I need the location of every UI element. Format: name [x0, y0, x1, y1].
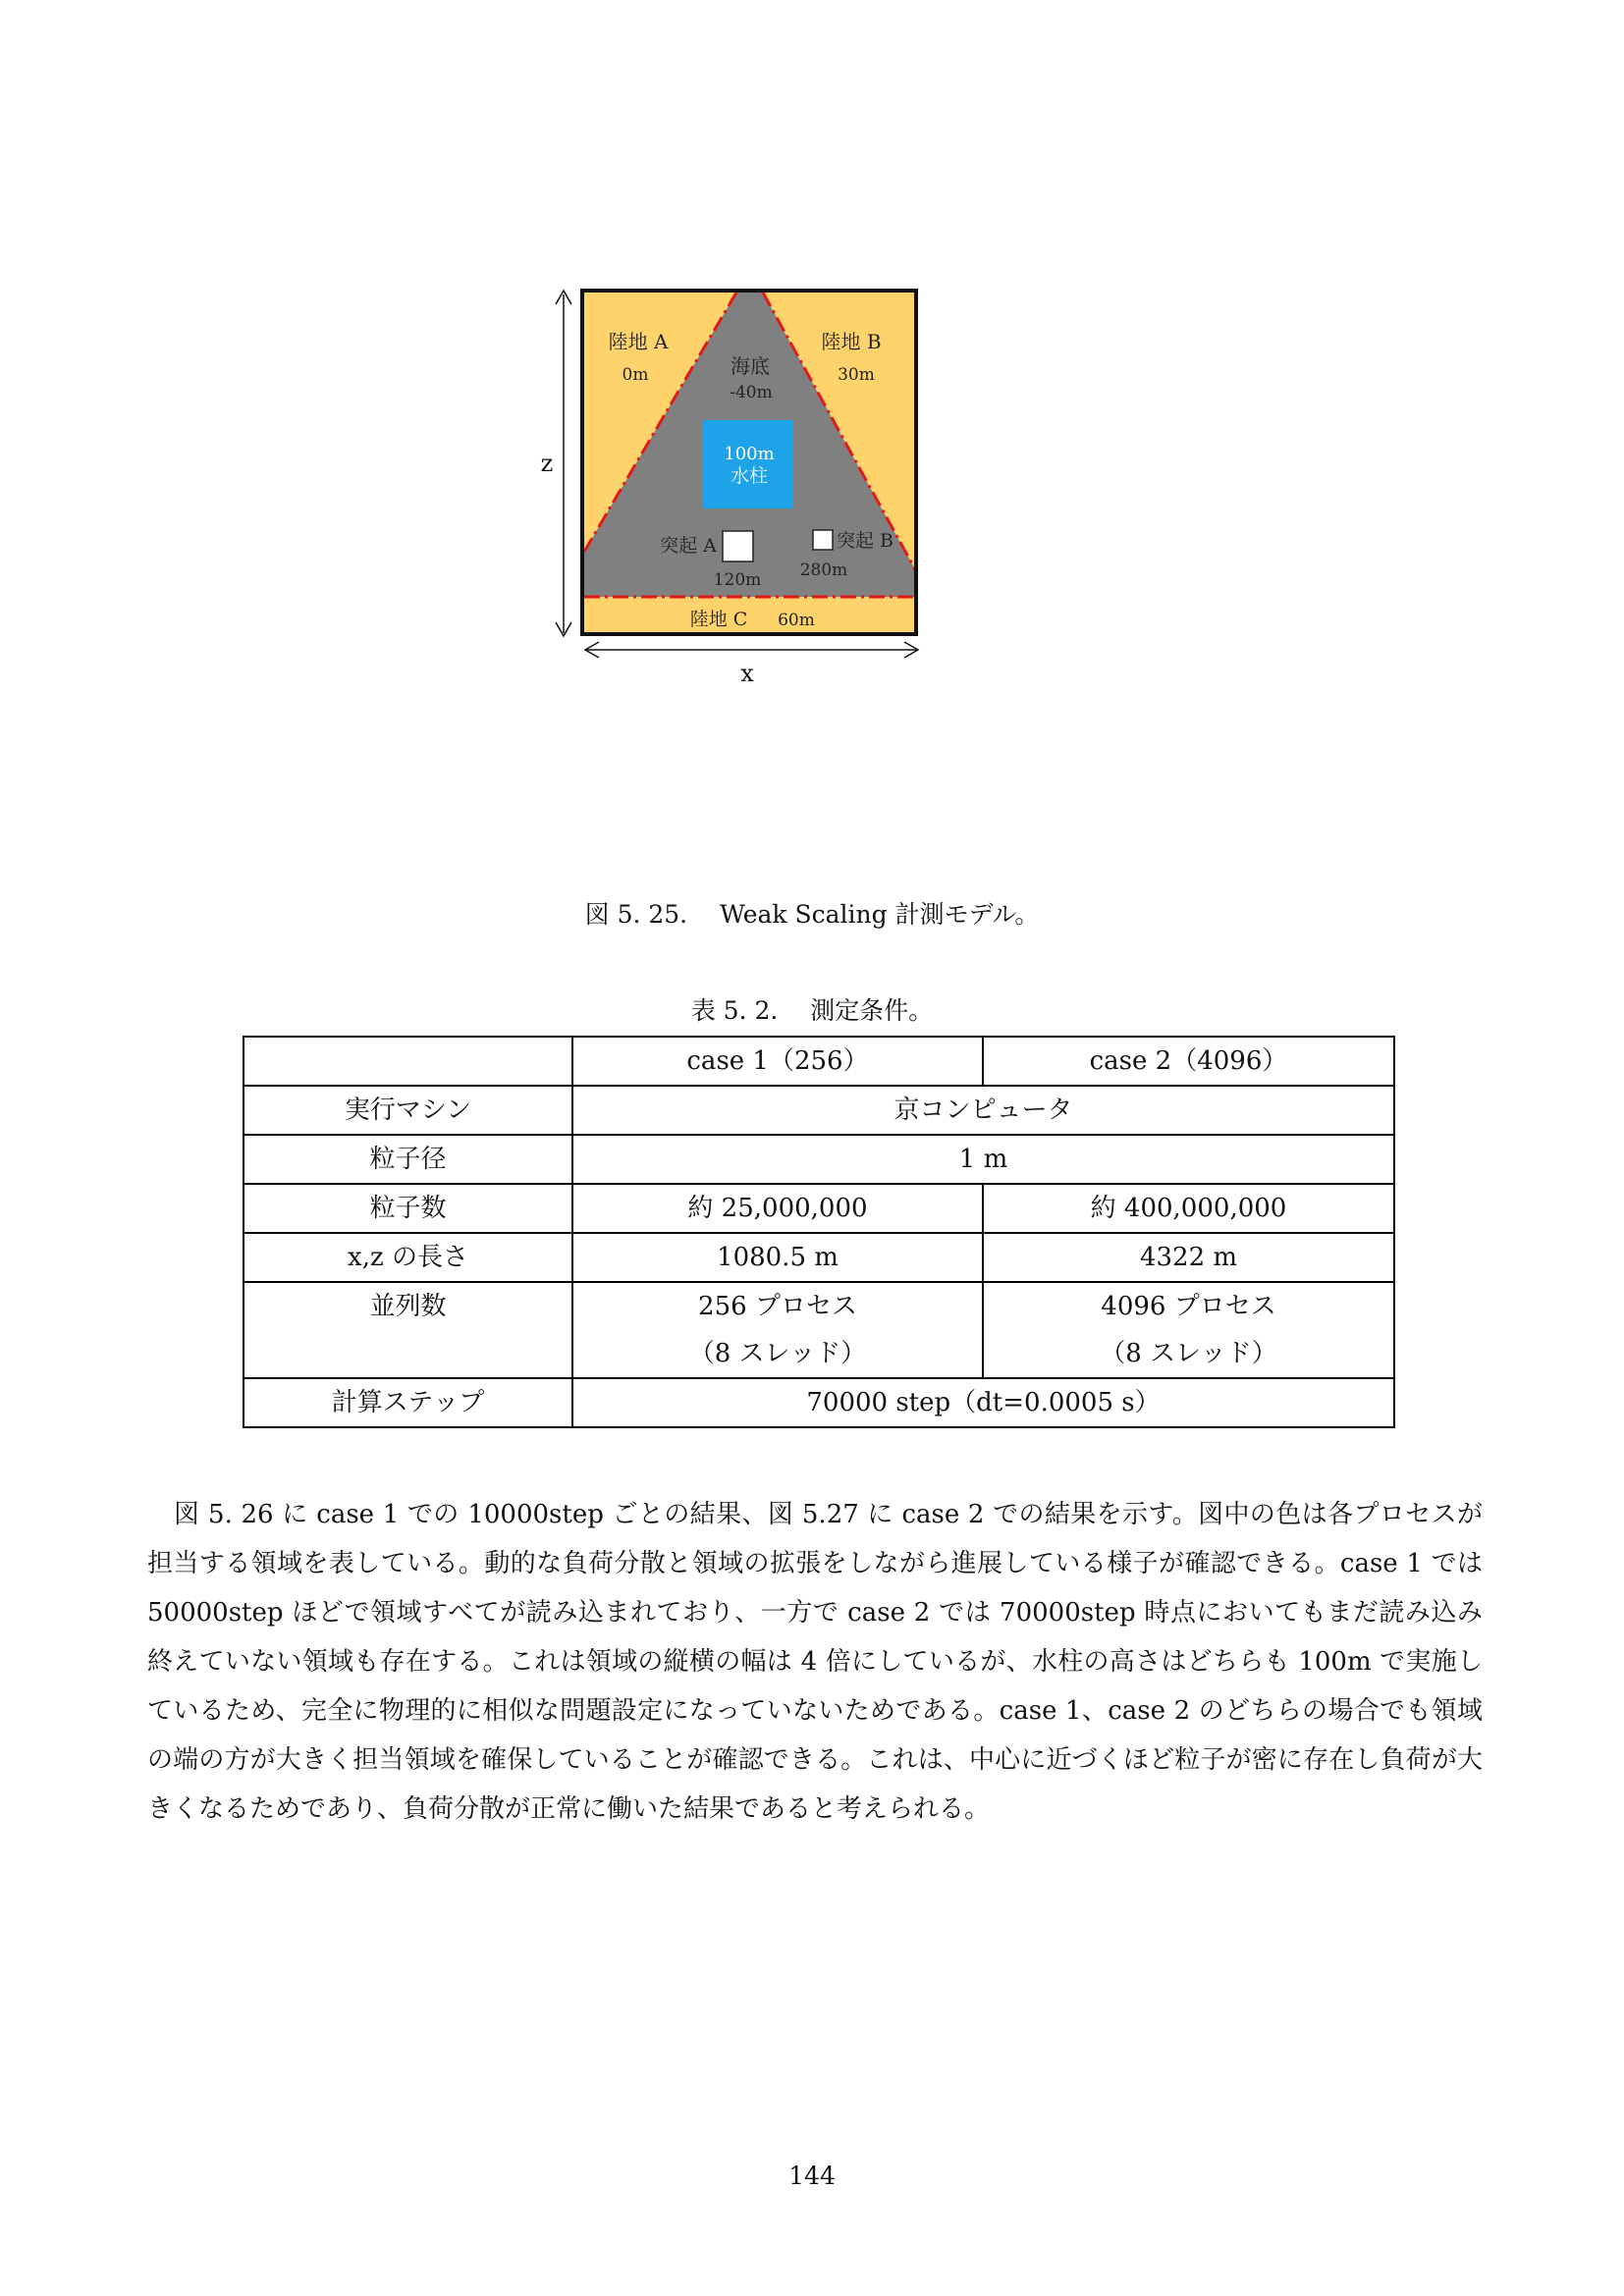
parallel-case2 [983, 1282, 1394, 1378]
row-label-diameter: 粒子径 [244, 1135, 572, 1184]
table-row [244, 1282, 1394, 1378]
seabed-label: 海底 [731, 354, 770, 378]
model-diagram [511, 265, 1159, 874]
parallel-case1 [572, 1282, 983, 1378]
length-case2: 4322 m [983, 1233, 1394, 1282]
weak-scaling-model-figure [511, 265, 1159, 874]
bump-a-label: 突起 A [660, 535, 717, 557]
body-paragraph: 図 5. 26 に case 1 での 10000step ごとの結果、図 5.27 に case 2 での結果を示す。図中の色は各プロセスが担当する領域を表している。動的な負荷分散と領域の拡張をしながら進展している様子が確認できる。case 1 では 50000step ほどで領域すべてが読み込まれており、一方で case 2 では 70000step 時点においてもまだ読み込み終えていない領域も存在する。これは領域の縦横の幅は 4 倍にしているが、水柱の高さはどちらも 100m で実施しているため、完全に物理的に相似な問題設定になっていないためである。case 1、case 2 のどちらの場合でも領域の端の方が大きく担当領域を確保していることが確認できる。これは、中心に近づくほど粒子が密に存在し負荷が大きくなるためであり、負荷分散が正常に働いた結果であると考えられる。 [147, 1500, 1483, 1824]
count-case1: 約 25,000,000 [572, 1184, 983, 1233]
bump-a [723, 531, 753, 561]
bump-b [813, 530, 833, 550]
land-c-label: 陸地 C [689, 609, 748, 630]
table-row [244, 1184, 1394, 1233]
table-header-blank [244, 1037, 572, 1086]
table-header-case1: case 1（256） [572, 1037, 983, 1086]
table-row [244, 1086, 1394, 1135]
parallel-case1-processes: 256 プロセス [698, 1292, 857, 1321]
z-axis-label: z [540, 450, 554, 477]
count-case2: 約 400,000,000 [983, 1184, 1394, 1233]
row-label-parallel: 並列数 [244, 1282, 572, 1378]
land-a-label: 陸地 A [608, 330, 669, 353]
length-case1: 1080.5 m [572, 1233, 983, 1282]
steps-value: 70000 step（dt=0.0005 s） [572, 1378, 1394, 1427]
table-row [244, 1233, 1394, 1282]
land-b-label: 陸地 B [821, 330, 882, 353]
bump-b-label: 突起 B [836, 530, 894, 552]
land-a-elevation: 0m [622, 365, 649, 385]
measurement-conditions-table [243, 1036, 1395, 1428]
parallel-case2-threads: （8 スレッド） [1100, 1339, 1277, 1368]
land-b-elevation: 30m [838, 365, 875, 385]
bump-b-elevation: 280m [799, 561, 848, 580]
row-label-machine: 実行マシン [244, 1086, 572, 1135]
x-axis-label: x [740, 660, 754, 687]
diameter-value: 1 m [572, 1135, 1394, 1184]
land-c-elevation: 60m [778, 611, 815, 630]
parallel-case1-threads: （8 スレッド） [688, 1339, 867, 1368]
figure-caption: 図 5. 25. Weak Scaling 計測モデル。 [584, 900, 1040, 929]
measurement-conditions-table-wrapper [243, 1036, 1393, 1428]
parallel-case2-processes: 4096 プロセス [1101, 1292, 1276, 1321]
water-column-height: 100m [724, 444, 775, 464]
body-text [147, 1490, 1483, 1834]
bump-a-elevation: 120m [713, 570, 762, 590]
table-caption: 表 5. 2. 測定条件。 [690, 996, 934, 1025]
table-row [244, 1135, 1394, 1184]
page-number: 144 [788, 2162, 836, 2190]
row-label-length: x,z の長さ [244, 1233, 572, 1282]
machine-value: 京コンピュータ [572, 1086, 1394, 1135]
water-column [703, 420, 793, 508]
table-row [244, 1378, 1394, 1427]
row-label-steps: 計算ステップ [244, 1378, 572, 1427]
seabed-elevation: -40m [730, 383, 773, 402]
table-header-row [244, 1037, 1394, 1086]
row-label-count: 粒子数 [244, 1184, 572, 1233]
table-header-case2: case 2（4096） [983, 1037, 1394, 1086]
water-column-label: 水柱 [730, 465, 769, 487]
